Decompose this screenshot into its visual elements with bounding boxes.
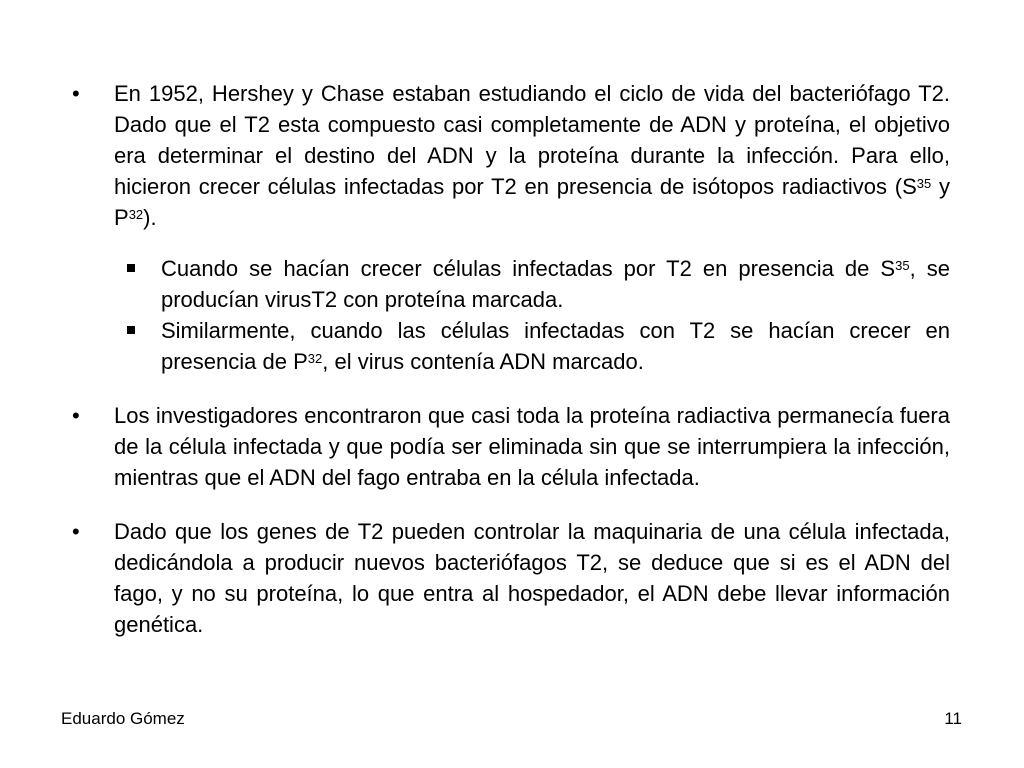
footer-page-number: 11: [944, 709, 962, 728]
square-bullet-icon: [127, 264, 135, 272]
superscript-s35: 35: [895, 258, 910, 273]
sub-item-text: Cuando se hacían crecer células infectadas por T2 en presencia de S: [161, 256, 896, 281]
footer-author: Eduardo Gómez: [61, 709, 185, 728]
paragraph-text: En 1952, Hershey y Chase estaban estudiando el ciclo de vida del bacteriófago T2. Dado que el T2 esta compuesto casi completamente de ADN y proteína, el objetivo era determinar el destino del ADN y la proteína durante la infección. Para ello, hicieron crecer células infectadas por T2 en presencia de isótopos radiactivos (S: [114, 81, 950, 199]
paragraph-text: y P: [114, 174, 950, 230]
paragraph-text: Los investigadores encontraron que casi toda la proteína radiactiva permanecía fuera de la célula infectada y que podía ser eliminada sin que se interrumpiera la infección, mientras que el ADN del fago entraba en la célula infectada.: [114, 403, 950, 490]
sub-bullet-list: [124, 253, 950, 377]
superscript-p32: 32: [307, 351, 323, 366]
bullet-icon: •: [72, 81, 80, 106]
sub-item-p32: [124, 315, 950, 377]
sub-item-text: , el virus contenía ADN marcado.: [322, 349, 644, 374]
superscript-s35: 35: [916, 176, 932, 191]
paragraph-hershey-chase: [72, 78, 950, 233]
bullet-icon: •: [72, 519, 80, 544]
paragraph-text: Dado que los genes de T2 pueden controlar la maquinaria de una célula infectada, dedicándola a producir nuevos bacteriófagos T2, se deduce que si es el ADN del fago, y no su proteína, lo que entra al hospedador, el ADN debe llevar información genética.: [114, 519, 950, 637]
sub-item-s35: [124, 253, 950, 315]
sub-item-text: , se producían virusT2 con proteína marcada.: [161, 256, 950, 312]
superscript-p32: 32: [128, 207, 144, 222]
bullet-icon: •: [72, 403, 80, 428]
sub-item-text: Similarmente, cuando las células infectadas con T2 se hacían crecer en presencia de P: [161, 318, 950, 374]
square-bullet-icon: [127, 326, 135, 334]
paragraph-text: ).: [143, 205, 157, 230]
paragraph-conclusion: [72, 516, 950, 640]
paragraph-investigators: [72, 400, 950, 493]
slide-body: [72, 78, 950, 640]
